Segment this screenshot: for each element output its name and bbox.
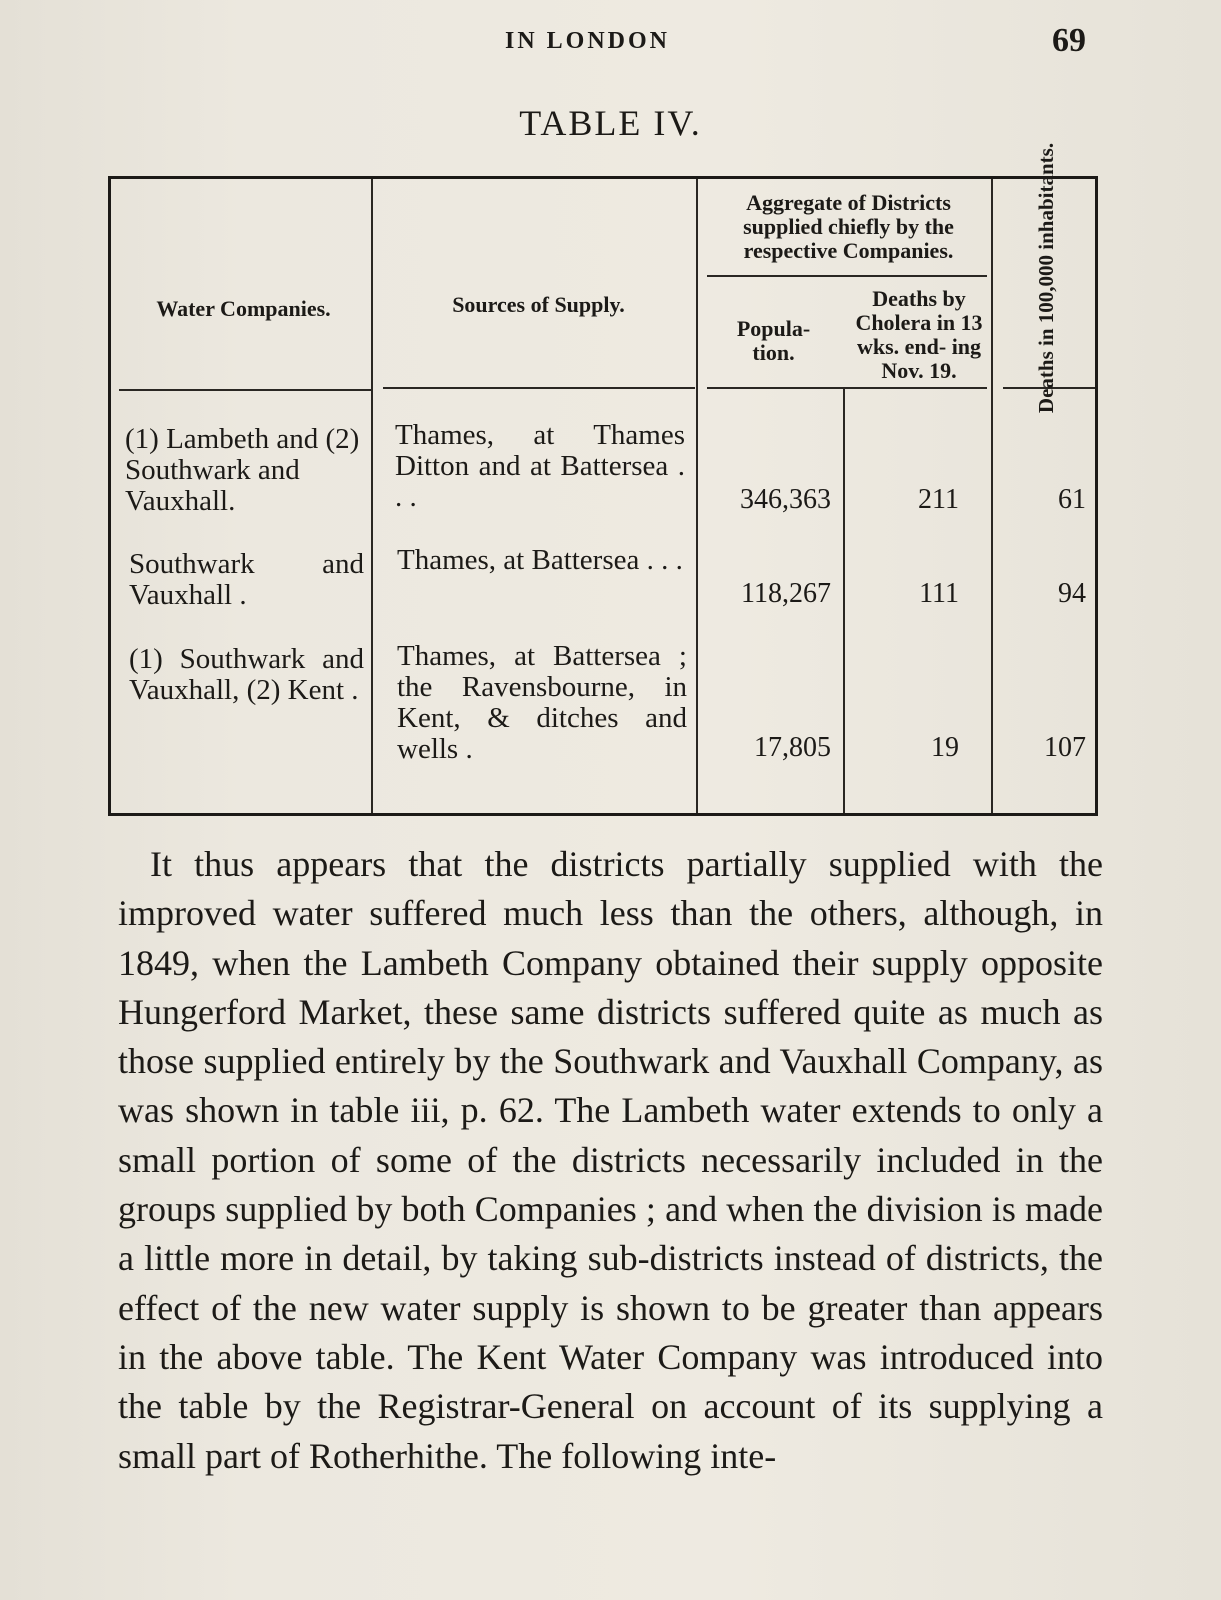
column-rule <box>696 179 698 813</box>
header-rule <box>707 275 987 277</box>
row-source: Thames, at Battersea . . . <box>397 544 683 576</box>
row-company: (1) Lambeth and (2) Southwark and Vauxhall. <box>125 423 360 517</box>
header-aggregate: Aggregate of Districts supplied chiefly by the respective Companies. <box>743 190 954 263</box>
row-company: (1) Southwark and Vauxhall, (2) Kent . <box>129 643 364 706</box>
header-rule <box>119 389 371 391</box>
header-rule <box>383 387 695 389</box>
row-population: 346,363 <box>740 484 831 515</box>
body-text <box>118 840 1103 1481</box>
column-rule <box>843 389 845 813</box>
header-deaths: Deaths by Cholera in 13 wks. end- ing Nov. 19. <box>855 286 983 383</box>
row-population: 17,805 <box>754 732 831 763</box>
table-title-text: TABLE IV. <box>519 103 702 143</box>
page-number: 69 <box>1052 22 1086 59</box>
row-deaths: 211 <box>918 484 959 515</box>
cholera-table <box>108 176 1098 816</box>
column-rule <box>371 179 373 813</box>
row-deaths: 19 <box>931 732 959 763</box>
header-population: Popula- tion. <box>736 316 811 365</box>
row-company: Southwark and Vauxhall . <box>129 548 364 611</box>
row-source: Thames, at Battersea ; the Ravensbourne, in Kent, & ditches and wells . <box>397 640 687 765</box>
header-rule <box>707 387 987 389</box>
row-source: Thames, at Thames Ditton and at Battersea . . . <box>395 419 685 513</box>
table-title <box>0 102 1221 144</box>
row-rate: 94 <box>1058 578 1086 609</box>
running-head: IN LONDON <box>505 28 671 54</box>
row-rate: 61 <box>1058 484 1086 515</box>
header-rate: Deaths in 100,000 inhabitants. <box>1034 142 1058 414</box>
body-paragraph: It thus appears that the districts partially supplied with the improved water suffered much less than the others, although, in 1849, when the Lambeth Company obtained their supply opposite Hungerford Market, these same districts suffered quite as much as those supplied entirely by the Southwark and Vauxhall Company, as was shown in table iii, p. 62. The Lambeth water extends to only a small portion of some of the districts necessarily included in the groups supplied by both Companies ; and when the division is made a little more in detail, by taking sub-districts instead of districts, the effect of the new water supply is shown to be greater than appears in the above table. The Kent Water Company was introduced into the table by the Registrar-General on account of its supplying a small part of Rotherhithe. The following inte- <box>118 844 1103 1476</box>
header-rate-cell <box>1011 142 1081 414</box>
row-population: 118,267 <box>741 578 831 609</box>
header-companies: Water Companies. <box>156 296 331 321</box>
row-deaths: 111 <box>919 578 959 609</box>
row-rate: 107 <box>1044 732 1086 763</box>
column-rule <box>991 179 993 813</box>
header-sources: Sources of Supply. <box>452 292 625 317</box>
